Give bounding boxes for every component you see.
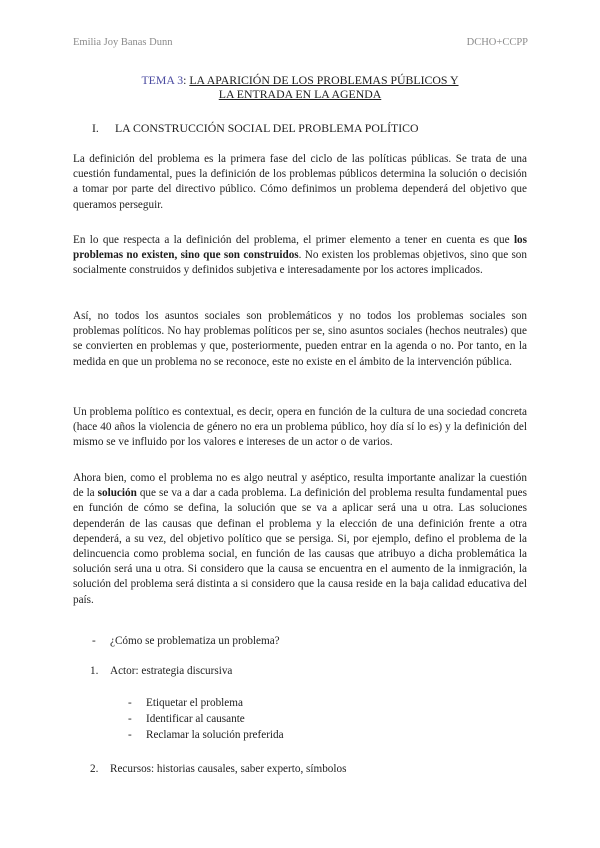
list-question-text: ¿Cómo se problematiza un problema? — [110, 635, 280, 647]
paragraph-1: La definición del problema es la primera fase del ciclo de las políticas públicas. Se trata de una cuestión fundamental, pues la definición de los problemas públicos determina la solución o decisión a tomar por parte del directivo público. Cómo definimos un problema dependerá del objetivo que queramos perseguir. — [73, 153, 527, 211]
paragraph-5-text-b: que se va a dar a cada problema. La definición del problema resulta fundamental pues en función de cómo se defina, la solución que se va a aplicar será una u otra. Las soluciones dependerán de las causas que definan el problema y la elección de una definición frente a otra dependerá, a su vez, del objetivo político que se persiga. Si, por ejemplo, defino el problema de la delincuencia como problema social, en función de las causas que atribuyo a dicha problemática la solución será una u otra. Si considero que la causa se encuentra en el aumento de la inmigración, la solución del problema será distinta a si considero que la causa reside en la baja calidad educativa del país. — [73, 487, 527, 606]
section-number: I. — [92, 121, 99, 135]
list-question-marker: - — [92, 635, 96, 647]
sub-item-marker: - — [128, 697, 132, 709]
paragraph-2-text-a: En lo que respecta a la definición del problema, el primer elemento a tener en cuenta es que — [73, 234, 514, 246]
header-course: DCHO+CCPP — [466, 37, 528, 48]
section-title: LA CONSTRUCCIÓN SOCIAL DEL PROBLEMA POLÍTICO — [114, 121, 419, 135]
sub-item-marker: - — [128, 729, 132, 741]
page-title — [0, 73, 600, 101]
paragraph-3: Así, no todos los asuntos sociales son problemáticos y no todos los problemas sociales son problemas políticos. No hay problemas políticos per se, sino asuntos sociales (hechos neutrales) que se convierten en problemas y que, posteriormente, pueden entrar en la agenda o no. Por tanto, en la medida en que un problema no se reconoce, este no existe en el ámbito de la intervención pública. — [73, 310, 527, 368]
paragraph-2-bold: los problemas no existen, sino que son construidos — [73, 234, 527, 262]
title-line-1: LA APARICIÓN DE LOS PROBLEMAS PÚBLICOS Y — [189, 73, 459, 87]
title-colon: : — [183, 73, 187, 87]
list-item-2-text: Recursos: historias causales, saber experto, símbolos — [110, 763, 347, 775]
list-question — [92, 634, 280, 648]
sub-item-text: Reclamar la solución preferida — [146, 729, 284, 741]
list-item-2-marker: 2. — [90, 763, 99, 775]
section-heading — [92, 121, 419, 136]
sub-item-1 — [128, 696, 243, 710]
sub-item-text: Identificar al causante — [146, 713, 245, 725]
paragraph-5-bold: solución — [97, 487, 137, 500]
paragraph-2 — [73, 233, 527, 279]
paragraph-5 — [73, 471, 527, 608]
paragraph-2-text-b: . No existen los problemas objetivos, sino que son socialmente construidos y definidos subjetiva e interesadamente por los actores implicados. — [73, 249, 527, 277]
list-item-1 — [90, 664, 232, 678]
list-item-1-marker: 1. — [90, 665, 99, 677]
sub-item-3 — [128, 728, 284, 742]
header-author: Emilia Joy Banas Dunn — [73, 37, 173, 48]
paragraph-5-text-a: Ahora bien, como el problema no es algo neutral y aséptico, resulta importante analizar la cuestión de la — [73, 472, 527, 500]
sub-item-marker: - — [128, 713, 132, 725]
sub-item-text: Etiquetar el problema — [146, 697, 243, 709]
list-item-2 — [90, 762, 346, 776]
paragraph-4: Un problema político es contextual, es decir, opera en función de la cultura de una sociedad concreta (hace 40 años la violencia de género no era un problema público, hoy día sí lo es) y la definición del mismo se ve influido por los valores e intereses de un actor o de varios. — [73, 406, 527, 449]
list-item-1-text: Actor: estrategia discursiva — [110, 665, 233, 677]
sub-item-2 — [128, 712, 245, 726]
title-line-2: LA ENTRADA EN LA AGENDA — [218, 87, 382, 101]
title-label: TEMA 3 — [141, 73, 184, 87]
